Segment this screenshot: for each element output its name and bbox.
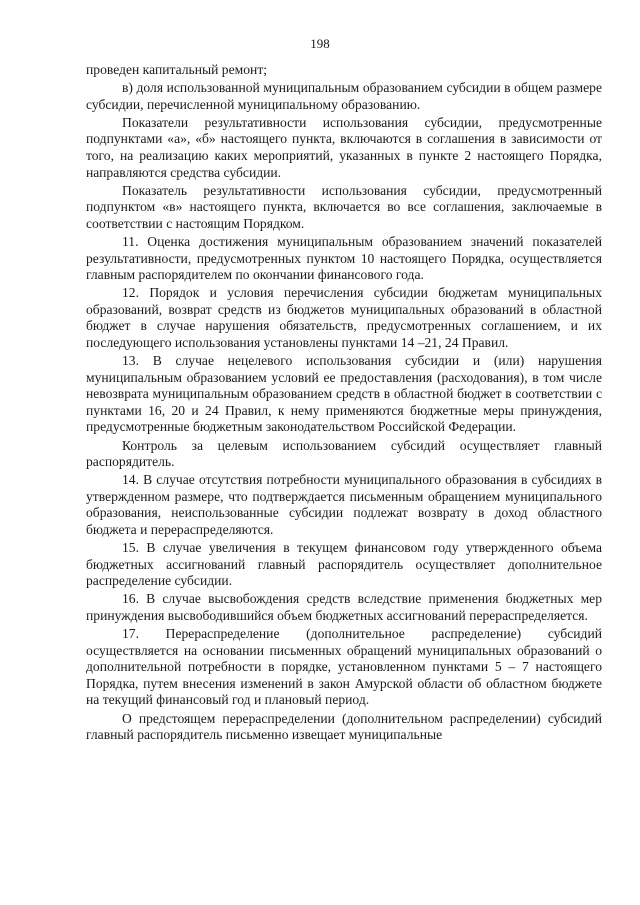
paragraph: в) доля использованной муниципальным образованием субсидии в общем размере субсидии, перечисленной муниципальному образованию.: [86, 80, 602, 112]
paragraph: 12. Порядок и условия перечисления субсидии бюджетам муниципальных образований, возврат средств из бюджетов муниципальных образований в областной бюджет в случае нарушения обязательств, предусмотренных соглашением, и их последующего использования установлены пунктами 14 –21, 24 Правил.: [86, 285, 602, 350]
paragraph: 17. Перераспределение (дополнительное распределение) субсидий осуществляется на основании письменных обращений муниципальных образований о дополнительной потребности в порядке, установленном пунктами 5 – 7 настоящего Порядка, путем внесения изменений в закон Амурской области об областном бюджете на текущий финансовый год и плановый период.: [86, 626, 602, 708]
paragraph: 16. В случае высвобождения средств вследствие применения бюджетных мер принуждения высвободившийся объем бюджетных ассигнований перераспределяется.: [86, 591, 602, 623]
paragraph: 14. В случае отсутствия потребности муниципального образования в субсидиях в утвержденном размере, что подтверждается письменным обращением муниципального образования, неиспользованные субсидии подлежат возврату в доход областного бюджета и перераспределяются.: [86, 472, 602, 538]
paragraph: О предстоящем перераспределении (дополнительном распределении) субсидий главный распорядитель письменно извещает муниципальные: [86, 710, 602, 743]
paragraph: 13. В случае нецелевого использования субсидии и (или) нарушения муниципальным образованием условий ее предоставления (расходования), в том числе невозврата муниципальным образованием средств в областной бюджет в соответствии с пунктами 16, 20 и 24 Правил, к нему применяются бюджетные меры принуждения, предусмотренные бюджетным законодательством Российской Федерации.: [86, 353, 602, 435]
paragraph: проведен капитальный ремонт;: [86, 62, 268, 77]
paragraph: Контроль за целевым использованием субсидий осуществляет главный распорядитель.: [86, 437, 602, 470]
paragraph: Показатели результативности использования субсидии, предусмотренные подпунктами «а», «б» настоящего пункта, включаются в соглашения в зависимости от того, на реализацию каких мероприятий, указанных в пункте 2 настоящего Порядка, направляются средства субсидии.: [86, 114, 602, 180]
paragraph: 15. В случае увеличения в текущем финансовом году утвержденного объема бюджетных ассигнований главный распорядитель осуществляет дополнительное распределение субсидии.: [86, 540, 602, 589]
page-number: 198: [310, 36, 330, 51]
document-body: [86, 62, 602, 745]
paragraph: 11. Оценка достижения муниципальным образованием значений показателей результативности, предусмотренных пунктом 10 настоящего Порядка, осуществляется главным распорядителем по окончании финансового года.: [86, 233, 602, 283]
paragraph: Показатель результативности использования субсидии, предусмотренный подпунктом «в» настоящего пункта, включается во все соглашения, заключаемые в соответствии с настоящим Порядком.: [86, 182, 602, 231]
